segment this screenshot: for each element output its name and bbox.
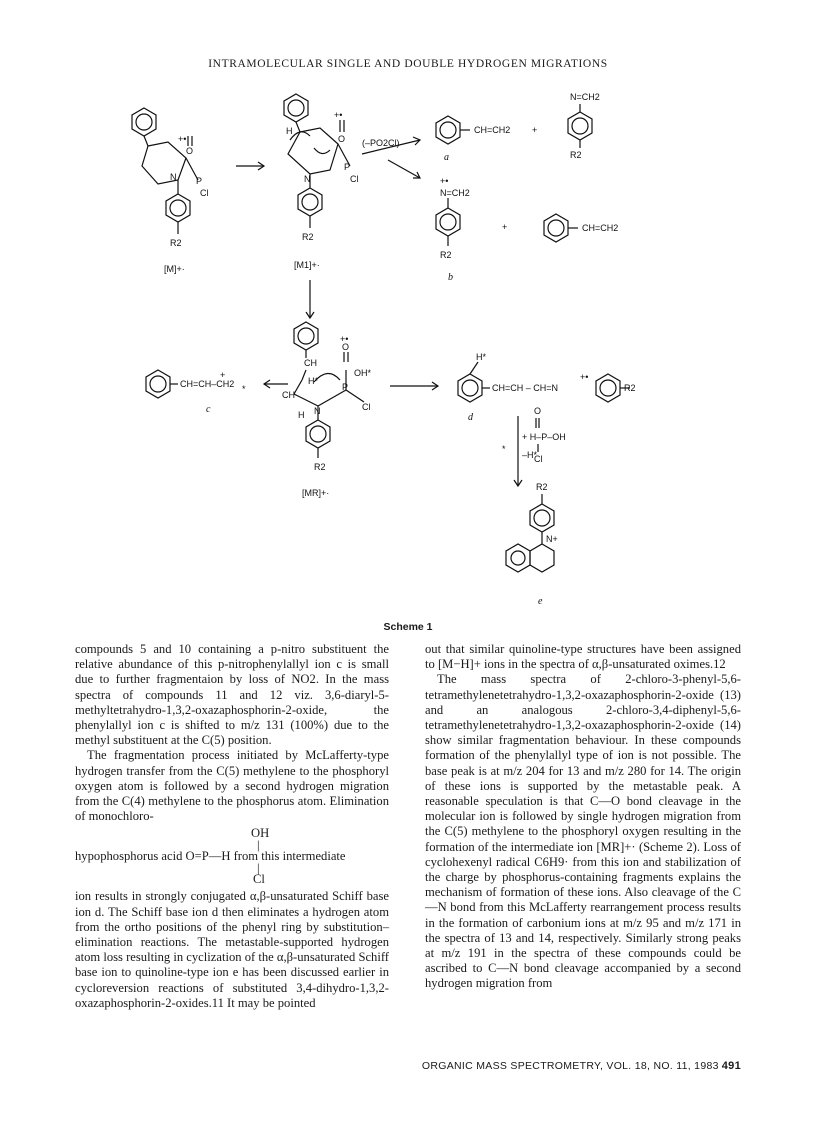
paragraph: The mass spectra of 2-chloro-3-phenyl-5,6-tetramethylenetetrahydro-1,3,2-oxazaphosphorin-2-oxide (13) and an analogous 2-chloro-3,4-diphenyl-5,6-tetramethylenetetrahydro-1,3,2-oxazaphosphorin-2-oxide (14) show similar fragmentation behaviour. In these compounds formation of the phenylallyl type of ion is not possible. The base peak is at m/z 204 for 13 and m/z 280 for 14. The origin of these ions is supported by the metastable peak. A reasonable speculation is that C—O bond cleavage in the molecular ion is followed by single hydrogen migration from the C(5) methylene to the phosphoryl oxygen resulting in the formation of the intermediate ion [MR]+· (Scheme 2). Loss of cyclohexenyl radical C6H9· from this ion and stabilization of the charge by phosphorus-containing fragments explains the mechanism of formation of these ions. Also cleavage of the C—N bond from this McLafferty rearrangement process results in the formation of carbonium ions at m/z 95 and m/z 171 in the spectra of 13 and 14, respectively. Similarly strong peaks at m/z 191 in the spectra of these compounds could be ascribed to C—N bond cleavage accompanied by a second hydrogen migration from [425,672,741,991]
svg-text:O: O [342,342,350,352]
svg-text:+•: +• [340,334,349,344]
svg-text:N: N [314,406,321,416]
label-m1: [M1]+· [294,260,320,270]
molecule-mr [294,322,364,458]
svg-text:P: P [344,162,351,172]
formula-line: hypophosphorus acid O=P—H from this intermediate [75,849,346,864]
chain-c: CH=CH–CH2 [180,379,235,389]
label-m: [M]+· [164,264,185,274]
svg-text:H*: H* [308,376,319,386]
svg-text:P: P [342,382,349,392]
scheme-caption: Scheme 1 [383,621,433,633]
svg-text:O: O [186,146,194,156]
svg-text:+: + [502,222,508,232]
scheme-1-figure [118,84,718,624]
plus-dot-m: +• [178,134,187,144]
svg-text:*: * [502,444,506,454]
svg-text:H*: H* [476,352,487,362]
product-a [436,104,592,148]
imine-a: N=CH2 [570,92,600,102]
oh-mr: OH* [354,368,372,378]
svg-text:Cl: Cl [200,188,209,198]
svg-text:O: O [338,134,346,144]
svg-text:R2: R2 [536,482,548,492]
right-column [425,642,741,992]
svg-text:O: O [534,406,542,416]
label-a: a [444,152,449,163]
loss-po2cl-label: (–PO2Cl) [362,138,400,148]
svg-text:+•: +• [334,110,343,120]
svg-text:+: + [532,125,538,135]
svg-text:R2: R2 [570,150,582,160]
molecule-m [132,108,198,234]
svg-text:H: H [286,126,293,136]
svg-text:N: N [304,174,311,184]
svg-text:H: H [298,410,305,420]
hypophosphorus-formula: OH | hypophosphorus acid O=P—H from this intermediate | Cl [75,826,389,887]
oxazaphosphorine-ring-m1 [288,128,338,174]
svg-text:P: P [196,176,203,186]
left-column [75,642,389,1011]
svg-text:N: N [170,172,177,182]
r2-label-m: R2 [170,238,182,248]
running-head: INTRAMOLECULAR SINGLE AND DOUBLE HYDROGEN MIGRATIONS [208,58,608,70]
formula-bottom: Cl [253,872,265,887]
svg-text:R2: R2 [314,462,326,472]
imine-b: N=CH2 [440,188,470,198]
page-number: 491 [721,1060,741,1072]
paragraph: The fragmentation process initiated by McLafferty-type hydrogen transfer from the C(5) methylene to the phosphoryl oxygen atom is followed by a second hydrogen migration from the C(4) methylene to the phosphorus atom. Elimination of monochloro- [75,748,389,824]
oxazaphosphorine-ring-m [142,142,186,184]
svg-text:+: + [220,370,226,380]
formula-top: OH [251,826,270,841]
svg-text:+•: +• [440,176,449,186]
journal-citation: ORGANIC MASS SPECTROMETRY, VOL. 18, NO. 11, 1983 [421,1060,719,1072]
paragraph: out that similar quinoline-type structures have been assigned to [M−H]+ ions in the spectra of α,β-unsaturated oximes.12 [425,642,741,672]
label-mr: [MR]+· [302,488,330,498]
svg-text:R2: R2 [302,232,314,242]
vinyl-b: CH=CH2 [582,223,619,233]
svg-text:Cl: Cl [350,174,359,184]
svg-text:N+: N+ [546,534,558,544]
svg-text:R2: R2 [440,250,452,260]
svg-text:Cl: Cl [362,402,371,412]
svg-text:+•: +• [580,372,589,382]
page-footer [422,1060,741,1072]
product-d [458,362,630,402]
svg-text:CH: CH [304,358,317,368]
svg-text:CH: CH [282,390,295,400]
svg-text:Cl: Cl [534,454,543,464]
product-e [506,494,554,572]
chain-d: CH=CH – CH=N [492,383,559,393]
svg-text:*: * [242,384,246,394]
paragraph: ion results in strongly conjugated α,β-unsaturated Schiff base ion d. The Schiff base ion d then eliminates a hydrogen atom from the ortho positions of the phenyl ring by substitution–elimination reactions. The metastable-supported hydrogen atom loss resulting in cyclization of the α,β-unsaturated Schiff base ion to quinoline-type ion e has been discussed earlier in cycloreversion reactions of substituted 3,4-dihydro-1,3,2-oxazaphosphorin-2-oxides.11 It may be pointed [75,889,389,1010]
svg-text:R2: R2 [624,383,636,393]
vinyl-a: CH=CH2 [474,125,511,135]
label-c: c [206,404,211,415]
reagent-label: + H–P–OH [522,432,566,442]
label-b: b [448,272,453,283]
product-c [146,370,178,398]
loss-h-label: –H* [522,450,538,460]
paragraph: compounds 5 and 10 containing a p-nitro substituent the relative abundance of this p-nitrophenylallyl ion c is small due to further fragmentaion by loss of NO2. In the mass spectra of compounds 11 and 12 viz. 3,6-diaryl-5-methyltetrahydro-1,3,2-oxazaphosphorin-2-oxide, the phenylallyl ion c is shifted to m/z 131 (100%) due to the methyl substituent at the C(5) position. [75,642,389,748]
label-e: e [538,596,543,607]
label-d: d [468,412,473,423]
